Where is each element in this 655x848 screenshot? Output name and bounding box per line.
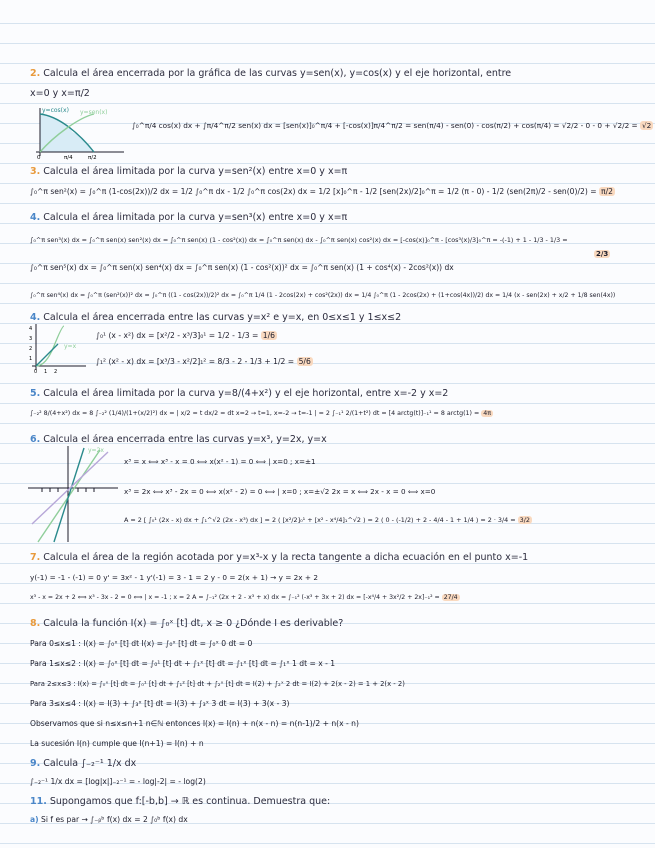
problem-7-line-1: y(-1) = -1 - (-1) = 0 y' = 3x² - 1 y'(-1) = 3 - 1 = 2 y - 0 = 2(x + 1) → y = 2x + 2 [30,573,319,582]
problem-2-heading [30,68,645,80]
problem-5-number: 5. [30,388,41,399]
problem-6-graph [28,444,120,544]
problem-2-heading-2: x=0 y x=π/2 [30,88,90,99]
problem-2-formula [132,120,652,132]
problem-2-graph [28,104,128,160]
problem-4b-heading-text: Calcula el área encerrada entre las curvas y=x² e y=x, en 0≤x≤1 y 1≤x≤2 [43,312,402,323]
problem-4-line-1-text: ∫₀^π sen³(x) dx = ∫₀^π sen(x) sen²(x) dx = ∫₀^π sen(x) (1 - cos²(x)) dx = ∫₀^π sen(x) dx - ∫₀^π sen(x) cos²(x) dx = [-cos(x)]₀^π - [cos³(x)/3]₀^π = -(-1) + 1 - 1/3 - 1/3 = [30,236,568,244]
problem-3-formula-text: ∫₀^π sen²(x) = ∫₀^π (1-cos(2x))/2 dx = 1/2 ∫₀^π dx - 1/2 ∫₀^π cos(2x) dx = 1/2 [x]₀^π - 1/2 [sen(2x)/2]₀^π = 1/2 (π - 0) - 1/2 (sen(2π)/2 - sen(0)/2) = [30,187,597,196]
problem-11-heading-text: Supongamos que f:[-b,b] → ℝ es continua. Demuestra que: [49,796,331,807]
problem-8-line-6: La sucesión I(n) cumple que I(n+1) = I(n) + n [30,739,204,748]
problem-5-formula-text: ∫₋₂² 8/(4+x²) dx = 8 ∫₋₂² (1/4)/(1+(x/2)²) dx = | x/2 = t dx/2 = dt x=2 → t=1, x=-2 → t=-1 | = 2 ∫₋₁¹ 2/(1+t²) dt = [4 arctg(t)]₋₁¹ = 8 arctg(1) = [30,410,480,417]
problem-8-line-3: Para 2≤x≤3 : I(x) = ∫₀ˣ [t] dt = ∫₀¹ [t] dt + ∫₁² [t] dt + ∫₂ˣ [t] dt = I(2) + ∫₂ˣ 2 dt = I(2) + 2(x - 2) = 1 + 2(x - 2) [30,680,405,688]
problem-4-heading [30,212,645,224]
problem-8-heading-text: Calcula la función I(x) = ∫₀ˣ [t] dt, x ≥ 0 ¿Dónde I es derivable? [43,618,344,629]
problem-3-formula [30,186,645,198]
problem-2-number: 2. [30,68,41,79]
graph-label-y2x: y=2x [88,447,104,454]
problem-8-line-5: Observamos que si n≤x≤n+1 n∈ℕ entonces I(x) = I(n) + n(x - n) = n(n-1)/2 + n(x - n) [30,719,359,728]
problem-6-line-3-text: A = 2 [ ∫₀¹ (2x - x) dx + ∫₁^√2 (2x - x³) dx ] = 2 ( [x²/2]₀¹ + [x² - x⁴/4]₁^√2 ) = 2 ( 0 - (-1/2) + 2 - 4/4 - 1 + 1/4 ) = 2 · 3/4 = [124,516,516,524]
graph-label-sen: y=sen(x) [80,109,108,116]
problem-4b-number: 4. [30,312,41,323]
graph-tick-pi4: π/4 [64,155,73,161]
problem-6-number: 6. [30,434,41,445]
graph-label-yx: y=x [64,343,77,350]
graph-xtick-2: 2 [54,369,58,375]
problem-4b-line-1 [96,330,645,342]
problem-5-heading [30,388,645,400]
problem-11-item-a-text: Si f es par → ∫₋ᵦᵇ f(x) dx = 2 ∫₀ᵇ f(x) dx [41,815,188,824]
problem-6-line-2: x³ = 2x ⟺ x³ - 2x = 0 ⟺ x(x² - 2) = 0 ⟺ | x=0 ; x=±√2 2x = x ⟺ 2x - x = 0 ⟺ x=0 [124,487,436,496]
problem-7-heading [30,552,645,564]
problem-8-line-2: Para 1≤x≤2 : I(x) = ∫₀ˣ [t] dt = ∫₀¹ [t] dt + ∫₁ˣ [t] dt = ∫₁ˣ [t] dt = ∫₁ˣ 1 dt = x - 1 [30,659,336,668]
problem-4-line-3: ∫₀^π sen⁴(x) dx = ∫₀^π (sen²(x))² dx = ∫₀^π ((1 - cos(2x))/2)² dx = ∫₀^π 1/4 (1 - 2cos(2x) + cos²(2x)) dx = 1/4 ∫₀^π (1 - 2cos(2x) + (1+cos(4x))/2) dx = 1/4 (x - sen(2x) + x/2 + 1/8 sen(4x)) [30,292,616,299]
problem-6-heading [30,434,645,446]
problem-7-line-2-text: x³ - x = 2x + 2 ⟺ x³ - 3x - 2 = 0 ⟺ | x = -1 ; x = 2 A = ∫₋₁² (2x + 2 - x³ + x) dx = ∫₋₁² (-x³ + 3x + 2) dx = [-x⁴/4 + 3x²/2 + 2x]₋₁² = [30,594,440,601]
graph-ytick-4: 4 [29,326,33,332]
graph-tick-pi2: π/2 [88,155,97,161]
graph-ytick-2: 2 [29,346,33,352]
problem-4-line-2: ∫₀^π sen⁵(x) dx = ∫₀^π sen(x) sen⁴(x) dx = ∫₀^π sen(x) (1 - cos²(x))² dx = ∫₀^π sen(x) (1 + cos⁴(x) - 2cos²(x)) dx [30,263,454,272]
graph-xtick-1: 1 [44,369,48,375]
graph-tick-0: 0 [37,155,41,161]
problem-2-formula-text: ∫₀^π/4 cos(x) dx + ∫π/4^π/2 sen(x) dx = [sen(x)]₀^π/4 + [-cos(x)]π/4^π/2 = sen(π/4) - sen(0) - cos(π/2) + cos(π/4) = √2/2 - 0 - 0 + √2/2 = [132,121,638,130]
problem-4b-line-1-text: ∫₀¹ (x - x²) dx = [x²/2 - x³/3]₀¹ = 1/2 - 1/3 = [96,331,259,340]
graph-xtick-0: 0 [34,369,38,375]
problem-8-line-4: Para 3≤x≤4 : I(x) = I(3) + ∫₃ˣ [t] dt = I(3) + ∫₃ˣ 3 dt = I(3) + 3(x - 3) [30,699,290,708]
problem-7-result: 27/4 [443,594,458,601]
problem-4-line-1-result: 2/3 [596,250,609,258]
problem-5-formula [30,408,645,420]
problem-2-result: √2 [641,121,652,130]
problem-4-line-1 [30,234,645,246]
problem-9-heading-text: Calcula ∫₋₂⁻¹ 1/x dx [43,758,137,769]
problem-4-heading-text: Calcula el área limitada por la curva y=sen³(x) entre x=0 y x=π [43,212,348,223]
problem-4b-line-2-text: ∫₁² (x² - x) dx = [x³/3 - x²/2]₁² = 8/3 - 2 - 1/3 + 1/2 = [96,357,295,366]
problem-7-line-2 [30,592,645,604]
problem-4b-line-2 [96,356,645,368]
problem-8-number: 8. [30,618,41,629]
problem-5-result: 4π [483,410,492,417]
problem-4-number: 4. [30,212,41,223]
problem-9-formula: ∫₋₂⁻¹ 1/x dx = [log|x|]₋₂⁻¹ = - log|-2| = - log(2) [30,777,206,786]
problem-3-number: 3. [30,166,41,177]
problem-11-item-a [30,814,645,826]
graph-label-cos: y=cos(x) [42,107,69,114]
problem-2-heading-text: Calcula el área encerrada por la gráfica de las curvas y=sen(x), y=cos(x) y el eje horizontal, entre [43,68,512,79]
problem-9-number: 9. [30,758,41,769]
problem-4b-line-1-result: 1/6 [262,331,275,340]
problem-4b-heading [30,312,645,324]
problem-11-item-a-label: a) [30,815,39,824]
problem-4b-graph [28,322,90,374]
problem-11-number: 11. [30,796,47,807]
graph-ytick-1: 1 [29,356,33,362]
problem-6-line-3 [124,514,645,526]
problem-8-heading [30,618,645,630]
problem-6-heading-text: Calcula el área encerrada entre las curvas y=x³, y=2x, y=x [43,434,327,445]
graph-ytick-3: 3 [29,336,33,342]
problem-4b-line-2-result: 5/6 [298,357,311,366]
problem-3-heading-text: Calcula el área limitada por la curva y=sen²(x) entre x=0 y x=π [43,166,348,177]
problem-7-number: 7. [30,552,41,563]
problem-11-heading [30,796,645,808]
problem-7-heading-text: Calcula el área de la región acotada por y=x³-x y la recta tangente a dicha ecuación en el punto x=-1 [43,552,529,563]
problem-5-heading-text: Calcula el área limitada por la curva y=8/(4+x²) y el eje horizontal, entre x=-2 y x=2 [43,388,449,399]
problem-6-line-1: x³ = x ⟺ x³ - x = 0 ⟺ x(x² - 1) = 0 ⟺ | x=0 ; x=±1 [124,457,316,466]
problem-3-heading [30,166,645,178]
problem-6-result: 3/2 [519,516,530,524]
problem-8-line-1: Para 0≤x≤1 : I(x) = ∫₀ˣ [t] dt I(x) = ∫₀ˣ [t] dt = ∫₀ˣ 0 dt = 0 [30,639,253,648]
problem-9-heading [30,758,645,770]
problem-3-result: π/2 [601,187,613,196]
